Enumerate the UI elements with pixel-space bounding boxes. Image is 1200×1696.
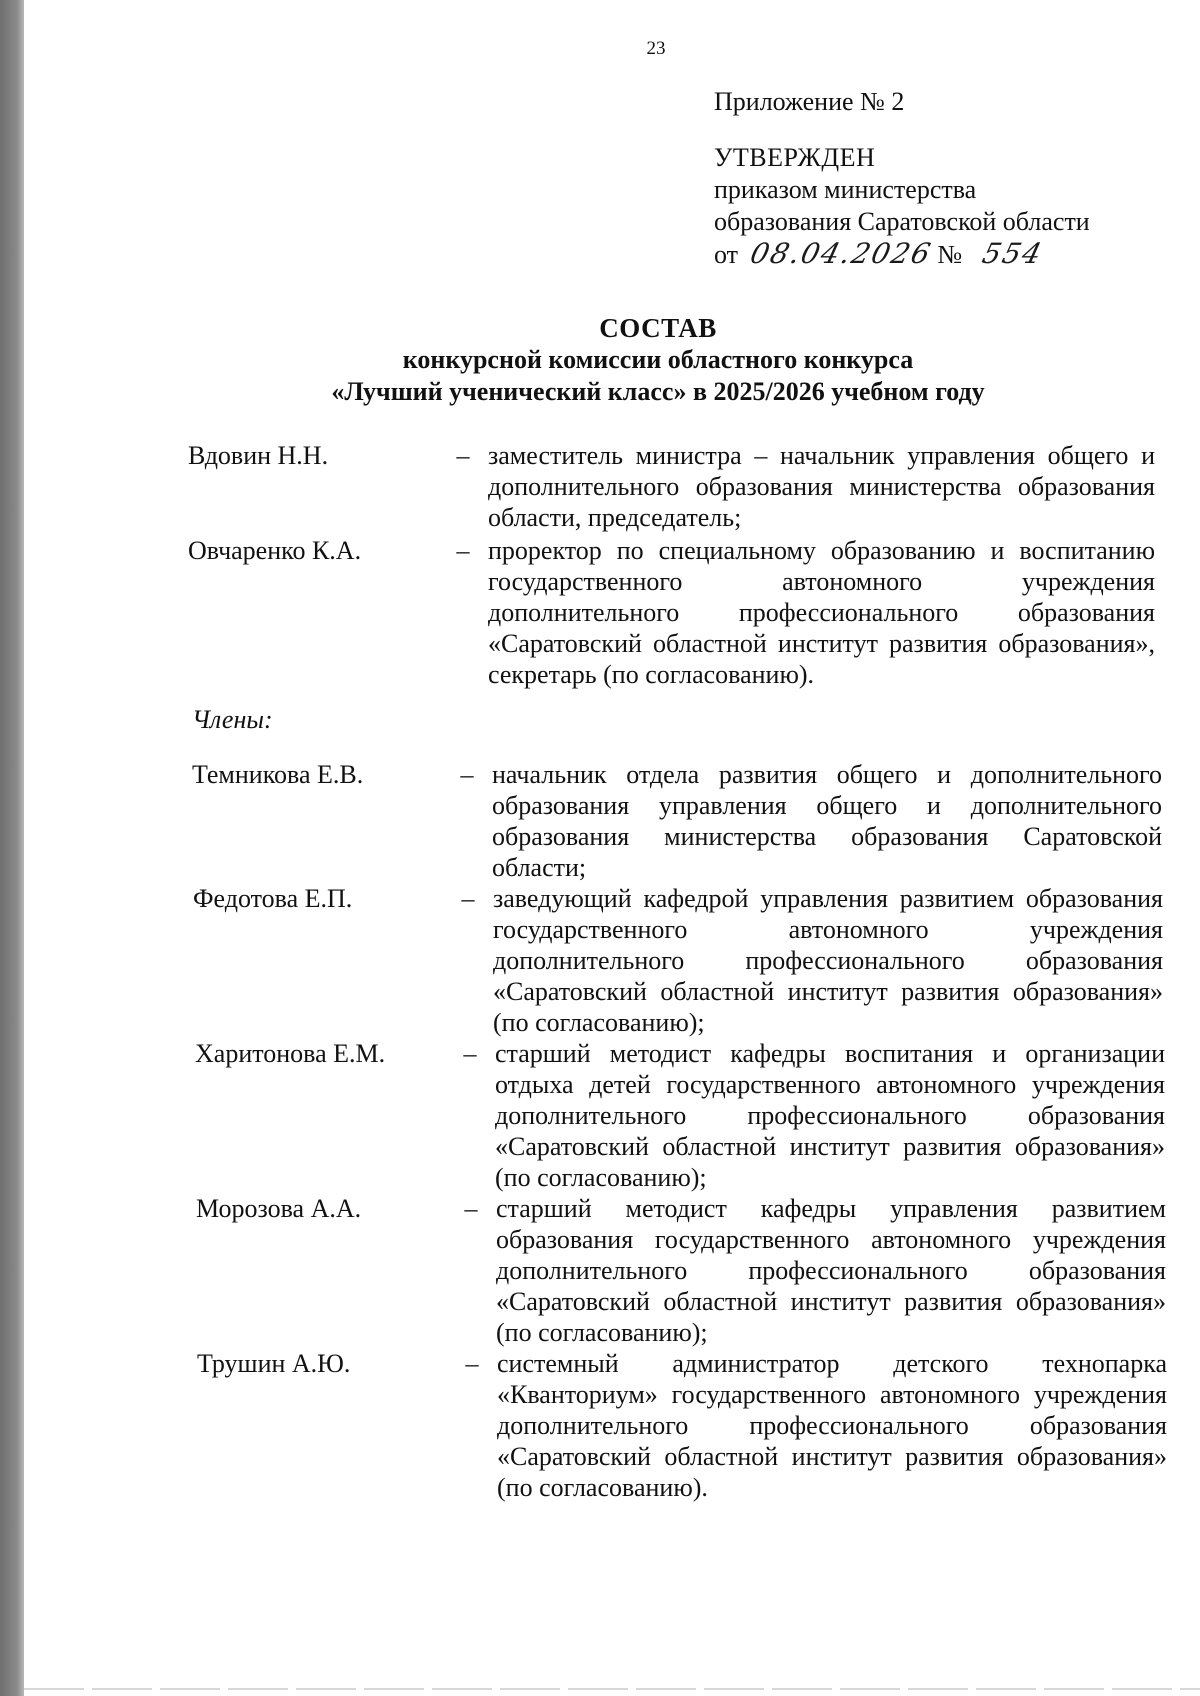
date-prefix: от bbox=[714, 240, 739, 269]
member-description: старший методист кафедры управления развитием образования государственного автономного учреждения дополнительного профессионального образования «Саратовский областной институт развития образования» (по согласованию); bbox=[496, 1194, 1166, 1347]
list-item bbox=[0, 535, 1200, 690]
dash: – bbox=[463, 1039, 477, 1068]
number-sign: № bbox=[937, 240, 963, 269]
dash: – bbox=[456, 441, 470, 470]
scan-bottom-line bbox=[24, 1688, 1200, 1690]
list-item bbox=[0, 440, 1200, 533]
dash: – bbox=[461, 884, 475, 913]
approval-block bbox=[714, 86, 1090, 271]
member-name: Темникова Е.В. bbox=[192, 760, 364, 789]
dash: – bbox=[465, 1349, 479, 1378]
title-line-3: «Лучший ученический класс» в 2025/2026 учебном году bbox=[331, 377, 985, 406]
list-item bbox=[0, 1193, 1200, 1348]
handwritten-date: 08.04.2026 bbox=[746, 237, 936, 270]
list-item bbox=[0, 1038, 1200, 1193]
member-description: заведующий кафедрой управления развитием образования государственного автономного учреждения дополнительного профессионального образования «Саратовский областной институт развития образования» (по согласованию); bbox=[493, 884, 1163, 1037]
member-description: проректор по специальному образованию и воспитанию государственного автономного учреждения дополнительного профессионального образования «Саратовский областной институт развития образования», секретарь (по согласованию). bbox=[488, 536, 1155, 689]
member-description: старший методист кафедры воспитания и организации отдыха детей государственного автономного учреждения дополнительного профессионального образования «Саратовский областной институт развития образования» (по согласованию); bbox=[495, 1039, 1165, 1192]
member-name: Федотова Е.П. bbox=[193, 884, 353, 913]
member-name: Морозова А.А. bbox=[196, 1194, 362, 1223]
appendix-label: Приложение № 2 bbox=[714, 87, 905, 116]
member-description: заместитель министра – начальник управления общего и дополнительного образования министерства образования области, председатель; bbox=[488, 441, 1155, 532]
commission-list bbox=[0, 440, 1200, 1503]
document-title bbox=[0, 312, 1200, 408]
list-item bbox=[0, 883, 1200, 1038]
member-description: начальник отдела развития общего и дополнительного образования управления общего и дополнительного образования министерства образования Саратовской области; bbox=[492, 760, 1162, 882]
approval-date-line bbox=[714, 238, 1090, 271]
member-name: Овчаренко К.А. bbox=[188, 536, 362, 565]
member-description: системный администратор детского технопарка «Кванториум» государственного автономного учреждения дополнительного профессионального образования «Саратовский областной институт развития образования» (по согласованию). bbox=[497, 1349, 1167, 1502]
list-item bbox=[0, 759, 1200, 883]
dash: – bbox=[464, 1194, 478, 1223]
members-label: Члены: bbox=[192, 705, 273, 734]
list-item bbox=[0, 1348, 1200, 1503]
member-name: Вдовин Н.Н. bbox=[188, 441, 329, 470]
approved-heading: УТВЕРЖДЕН bbox=[714, 143, 876, 172]
member-name: Трушин А.Ю. bbox=[197, 1349, 351, 1378]
handwritten-order-number: 554 bbox=[978, 237, 1047, 270]
dash: – bbox=[456, 536, 470, 565]
approval-line-2: образования Саратовской области bbox=[714, 207, 1090, 236]
member-name: Харитонова Е.М. bbox=[195, 1039, 386, 1068]
approval-line-1: приказом министерства bbox=[714, 175, 977, 204]
title-main: СОСТАВ bbox=[599, 313, 717, 343]
title-line-2: конкурсной комиссии областного конкурса bbox=[402, 345, 914, 374]
page-number: 23 bbox=[646, 38, 666, 59]
dash: – bbox=[460, 760, 474, 789]
